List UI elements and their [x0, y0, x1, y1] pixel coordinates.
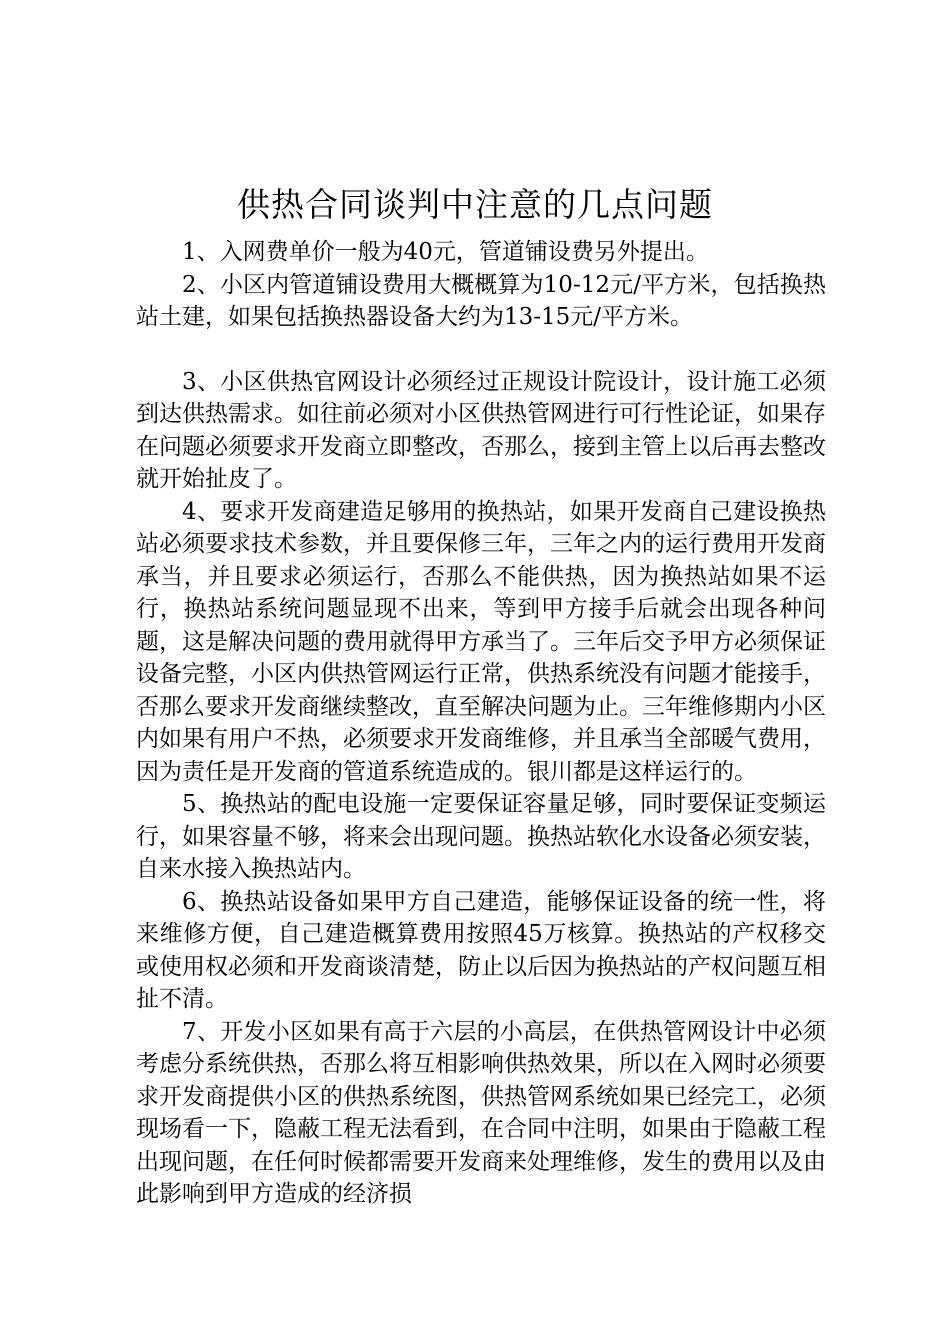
- paragraph-3: 3、小区供热官网设计必须经过正规设计院设计，设计施工必须到达供热需求。如往前必须对小区供热管网进行可行性论证，如果存在问题必须要求开发商立即整改，否那么，接到主管上以后再去整改就开始扯皮了。: [136, 368, 826, 492]
- paragraph-4: 4、要求开发商建造足够用的换热站，如果开发商自己建设换热站必须要求技术参数，并且要保修三年，三年之内的运行费用开发商承当，并且要求必须运行，否那么不能供热，因为换热站如果不运行，换热站系统问题显现不出来，等到甲方接手后就会出现各种问题，这是解决问题的费用就得甲方承当了。三年后交予甲方必须保证设备完整，小区内供热管网运行正常，供热系统没有问题才能接手，否那么要求开发商继续整改，直至解决问题为止。三年维修期内小区内如果有用户不热，必须要求开发商维修，并且承当全部暖气费用，因为责任是开发商的管道系统造成的。银川都是这样运行的。: [136, 498, 826, 785]
- document-title: 供热合同谈判中注意的几点问题: [237, 185, 713, 224]
- paragraph-1: 1、入网费单价一般为40元，管道铺设费另外提出。: [182, 239, 709, 265]
- paragraph-6: 6、换热站设备如果甲方自己建造，能够保证设备的统一性，将来维修方便，自己建造概算费用按照45万核算。换热站的产权移交或使用权必须和开发商谈清楚，防止以后因为换热站的产权问题互相扯不清。: [136, 888, 826, 1012]
- paragraph-5: 5、换热站的配电设施一定要保证容量足够，同时要保证变频运行，如果容量不够，将来会出现问题。换热站软化水设备必须安装，自来水接入换热站内。: [136, 791, 826, 882]
- paragraph-7: 7、开发小区如果有高于六层的小高层，在供热管网设计中必须考虑分系统供热，否那么将互相影响供热效果，所以在入网时必须要求开发商提供小区的供热系统图，供热管网系统如果已经完工，必须现场看一下，隐蔽工程无法看到，在合同中注明，如果由于隐蔽工程出现问题，在任何时候都需要开发商来处理维修，发生的费用以及由此影响到甲方造成的经济损: [136, 1018, 826, 1207]
- paragraph-2: 2、小区内管道铺设费用大概概算为10-12元/平方米，包括换热站土建，如果包括换热器设备大约为13-15元/平方米。: [136, 271, 826, 330]
- document-body: [136, 236, 826, 1211]
